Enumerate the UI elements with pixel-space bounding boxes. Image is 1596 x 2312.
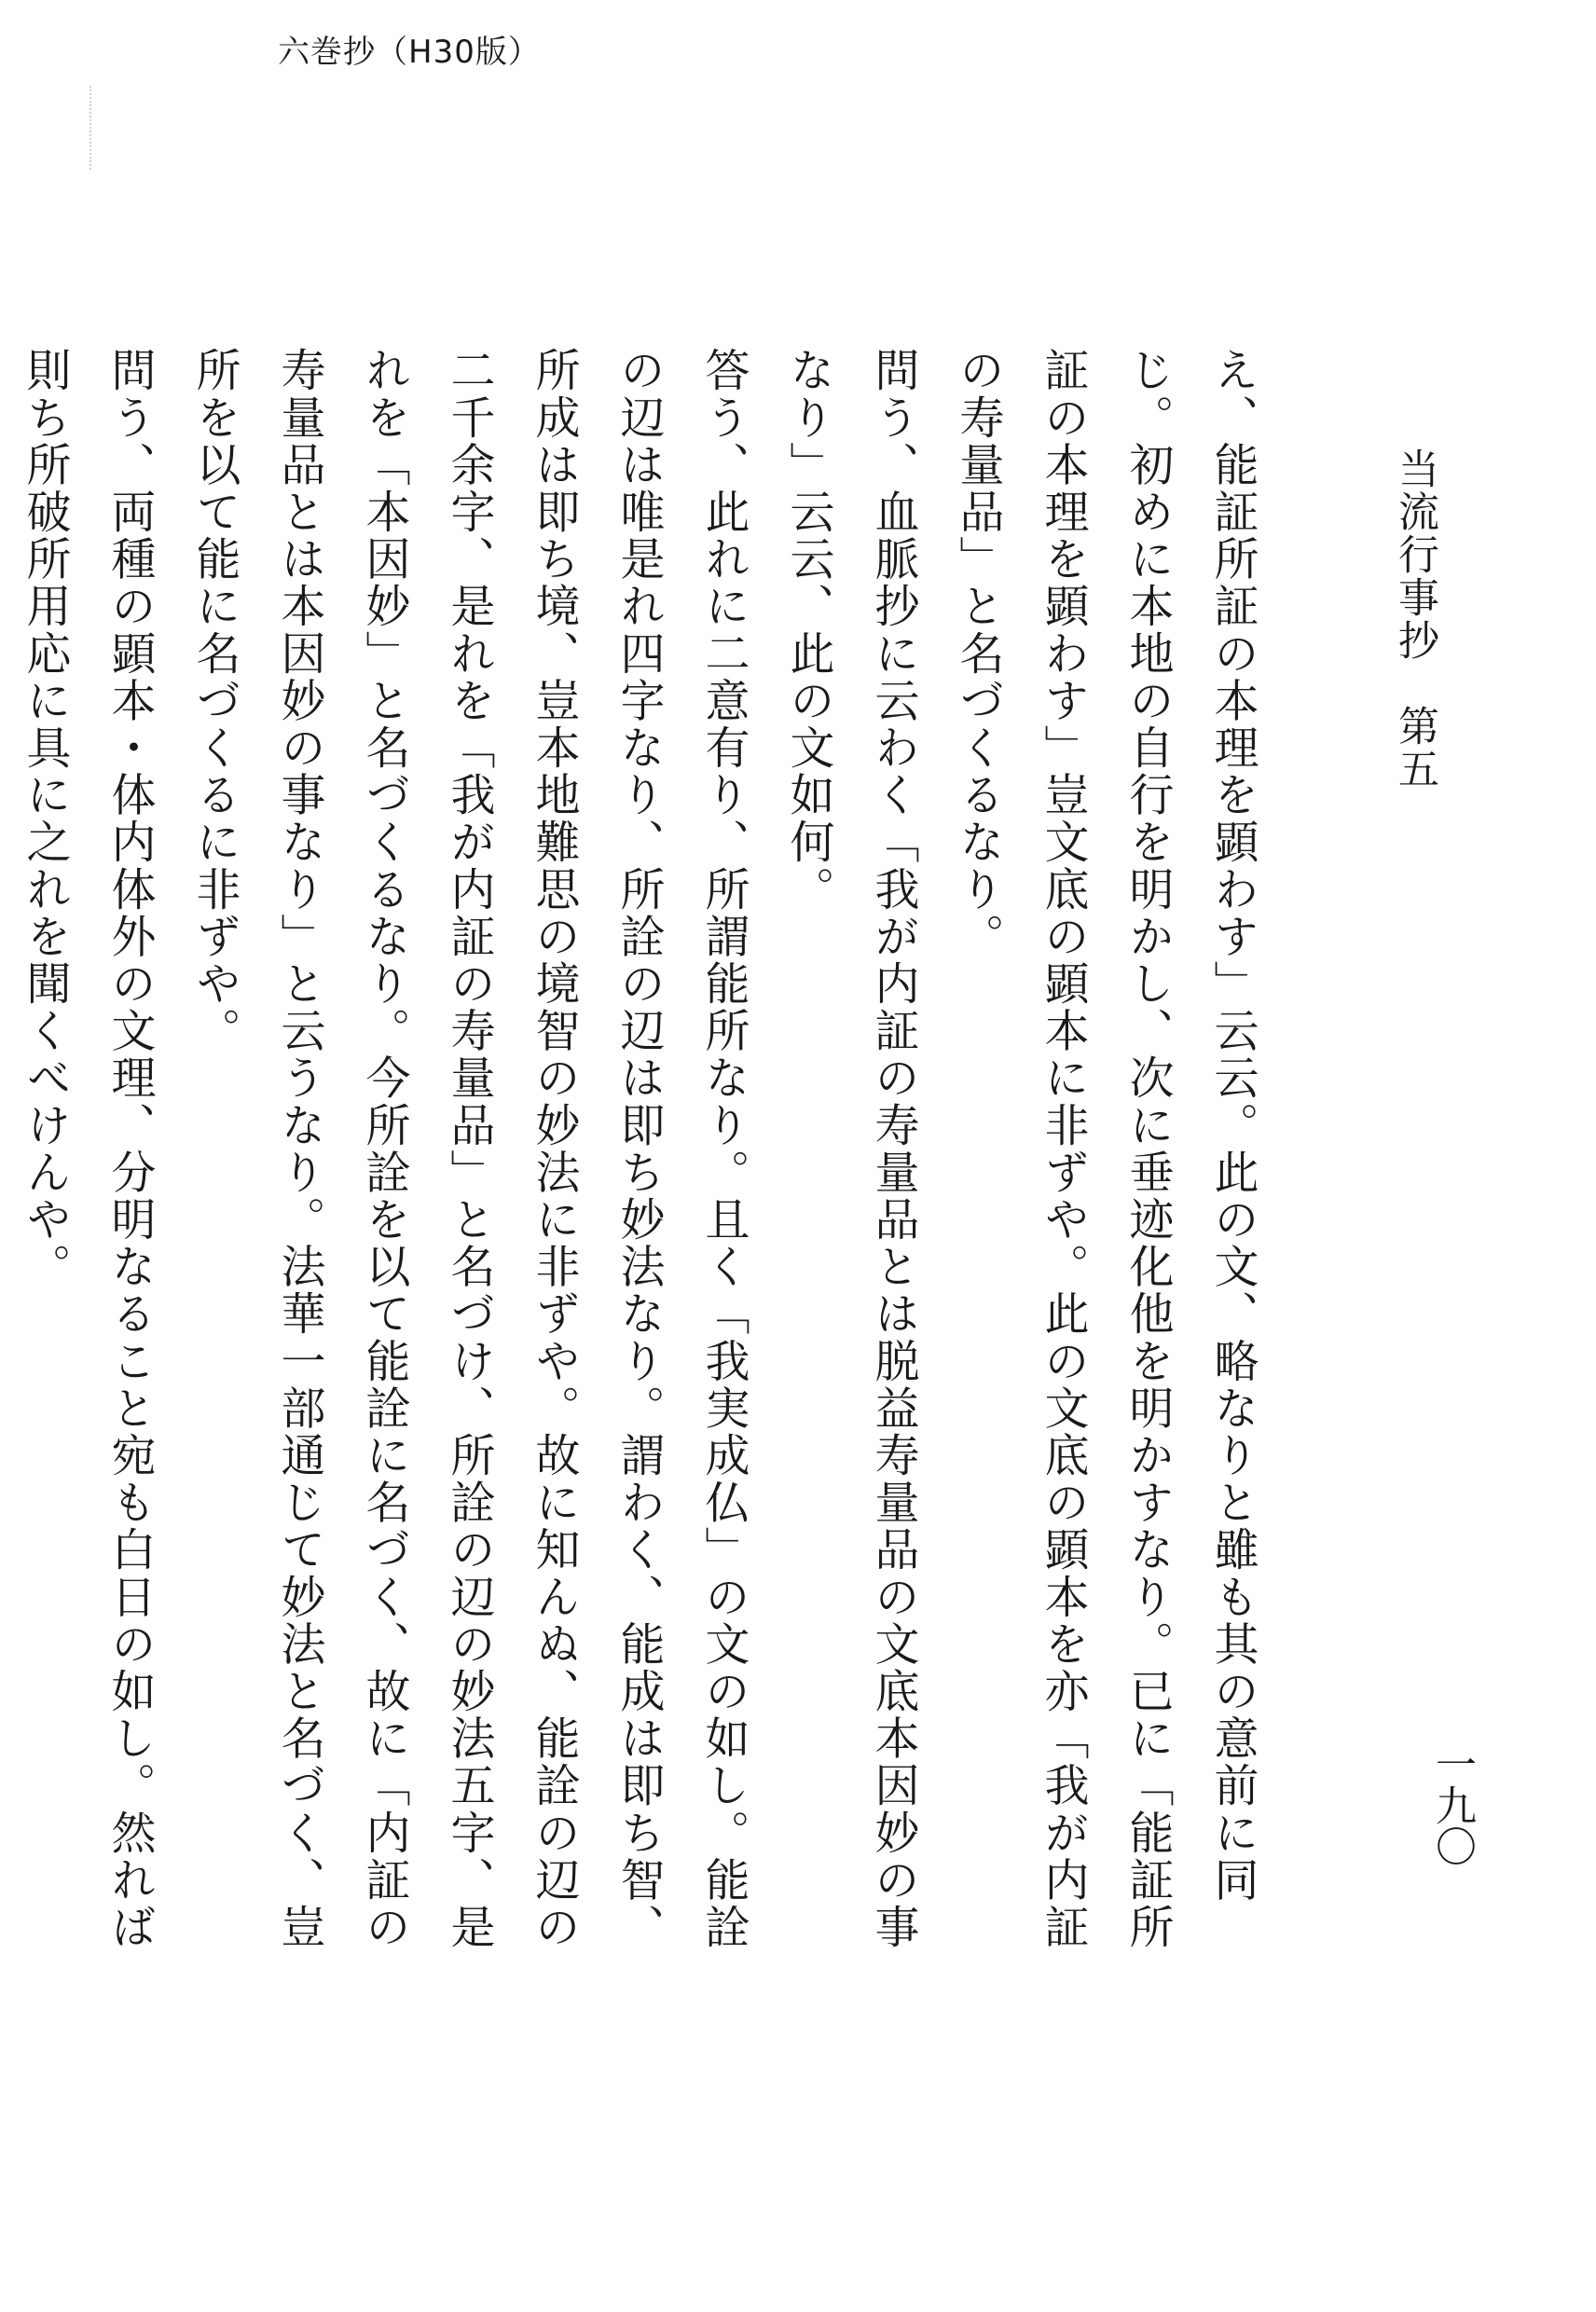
paragraph: え、能証所証の本理を顕わす」云云。此の文、略なりと雖も其の意前に同じ。初めに本地の自行を明かし、次に垂迹化他を明かすなり。已に「能証所証の本理を顕わす」豈文底の顕本に非ずや。此の文底の顕本を亦「我が内証の寿量品」と名づくるなり。 xyxy=(952,347,1259,1951)
body-text xyxy=(19,347,1274,1988)
paragraph xyxy=(0,347,2,1988)
margin-dots xyxy=(89,86,95,170)
chapter-title: 当流行事抄 第五 xyxy=(1391,447,1438,791)
paragraph: 答う、此れに二意有り、所謂能所なり。且く「我実成仏」の文の如し。能詮の辺は唯是れ四字なり、所詮の辺は即ち妙法なり。謂わく、能成は即ち智、所成は即ち境、豈本地難思の境智の妙法に非ずや。故に知んぬ、能詮の辺の二千余字、是れを「我が内証の寿量品」と名づけ、所詮の辺の妙法五字、是れを「本因妙」と名づくるなり。今所詮を以て能詮に名づく、故に「内証の寿量品とは本因妙の事なり」と云うなり。法華一部通じて妙法と名づく、豈所を以て能に名づくるに非ずや。 xyxy=(188,347,750,1951)
running-head: 六巻抄（H30版） xyxy=(278,34,541,71)
page-number: 一九〇 xyxy=(1428,1743,1476,1866)
paragraph: 問う、血脈抄に云わく「我が内証の寿量品とは脱益寿量品の文底本因妙の事なり」云云、此の文如何。 xyxy=(782,347,919,1951)
paragraph: 問う、両種の顕本・体内体外の文理、分明なること宛も白日の如し。然れば則ち所破所用応に具に之れを聞くべけんや。 xyxy=(19,347,156,1951)
